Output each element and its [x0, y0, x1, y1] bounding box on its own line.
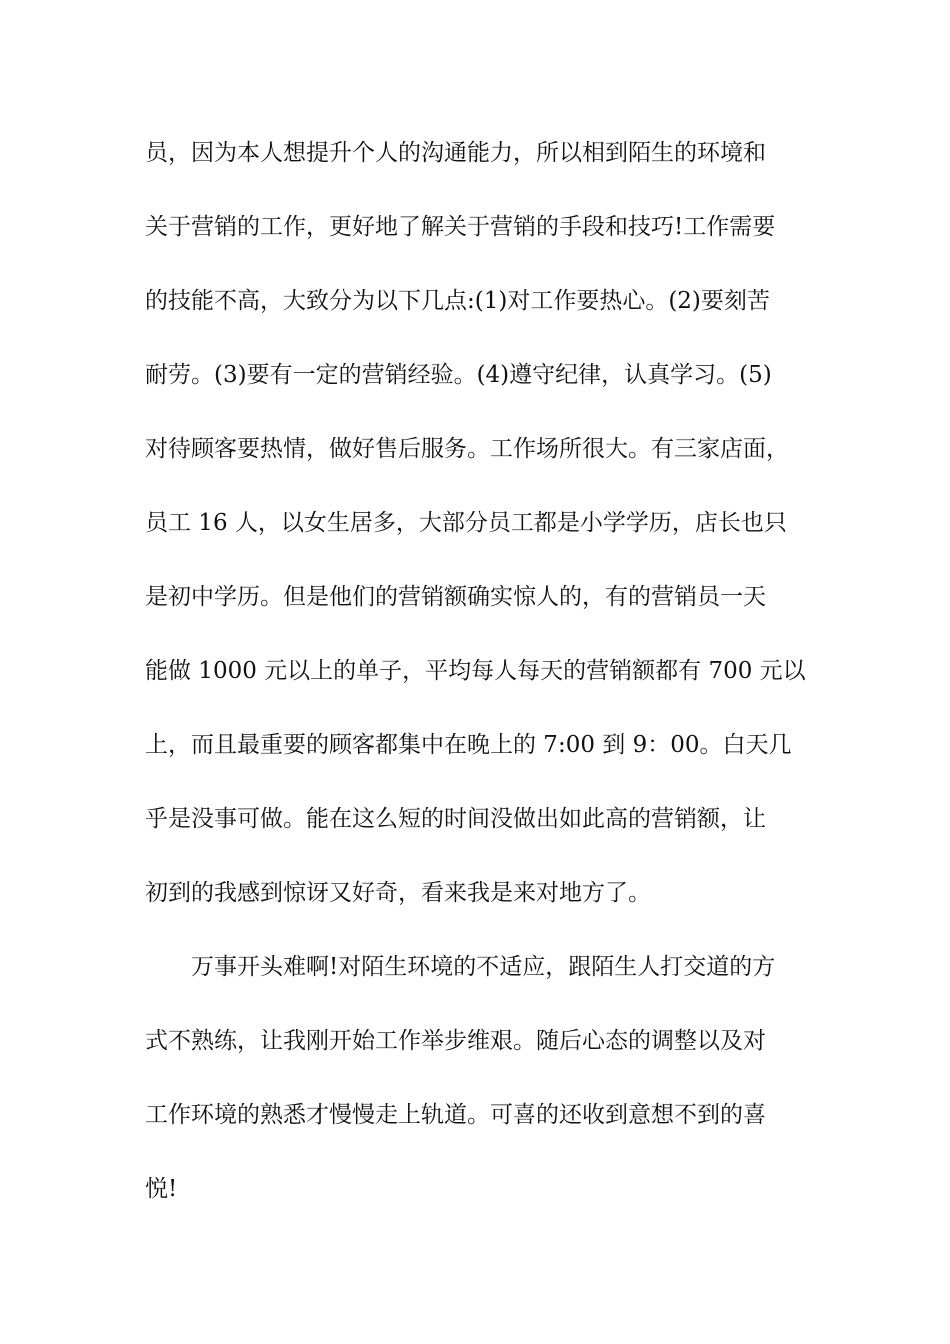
text-line: 耐劳。(3)要有一定的营销经验。(4)遵守纪律，认真学习。(5) — [145, 362, 772, 388]
text-line: 的技能不高，大致分为以下几点:(1)对工作要热心。(2)要刻苦 — [145, 288, 770, 314]
paragraph-2 — [145, 947, 825, 1243]
paragraph-1 — [145, 133, 825, 947]
text-line: 能做 1000 元以上的单子，平均每人每天的营销额都有 700 元以 — [145, 658, 806, 684]
text-line: 是初中学历。但是他们的营销额确实惊人的，有的营销员一天 — [145, 584, 766, 610]
text-line: 关于营销的工作，更好地了解关于营销的手段和技巧!工作需要 — [145, 214, 776, 240]
text-line: 对待顾客要热情，做好售后服务。工作场所很大。有三家店面， — [145, 436, 789, 462]
text-line: 悦! — [145, 1176, 178, 1202]
text-line: 式不熟练，让我刚开始工作举步维艰。随后心态的调整以及对 — [145, 1028, 766, 1054]
document-body — [145, 133, 825, 1243]
text-line: 工作环境的熟悉才慢慢走上轨道。可喜的还收到意想不到的喜 — [145, 1102, 766, 1128]
text-line: 初到的我感到惊讶又好奇，看来我是来对地方了。 — [145, 880, 651, 906]
text-line: 万事开头难啊!对陌生环境的不适应，跟陌生人打交道的方 — [191, 954, 776, 980]
text-line: 员工 16 人，以女生居多，大部分员工都是小学学历，店长也只 — [145, 510, 787, 536]
text-line: 上，而且最重要的顾客都集中在晚上的 7:00 到 9：00。白天几 — [145, 732, 792, 758]
text-line: 乎是没事可做。能在这么短的时间没做出如此高的营销额，让 — [145, 806, 766, 832]
text-line: 员，因为本人想提升个人的沟通能力，所以相到陌生的环境和 — [145, 140, 766, 166]
